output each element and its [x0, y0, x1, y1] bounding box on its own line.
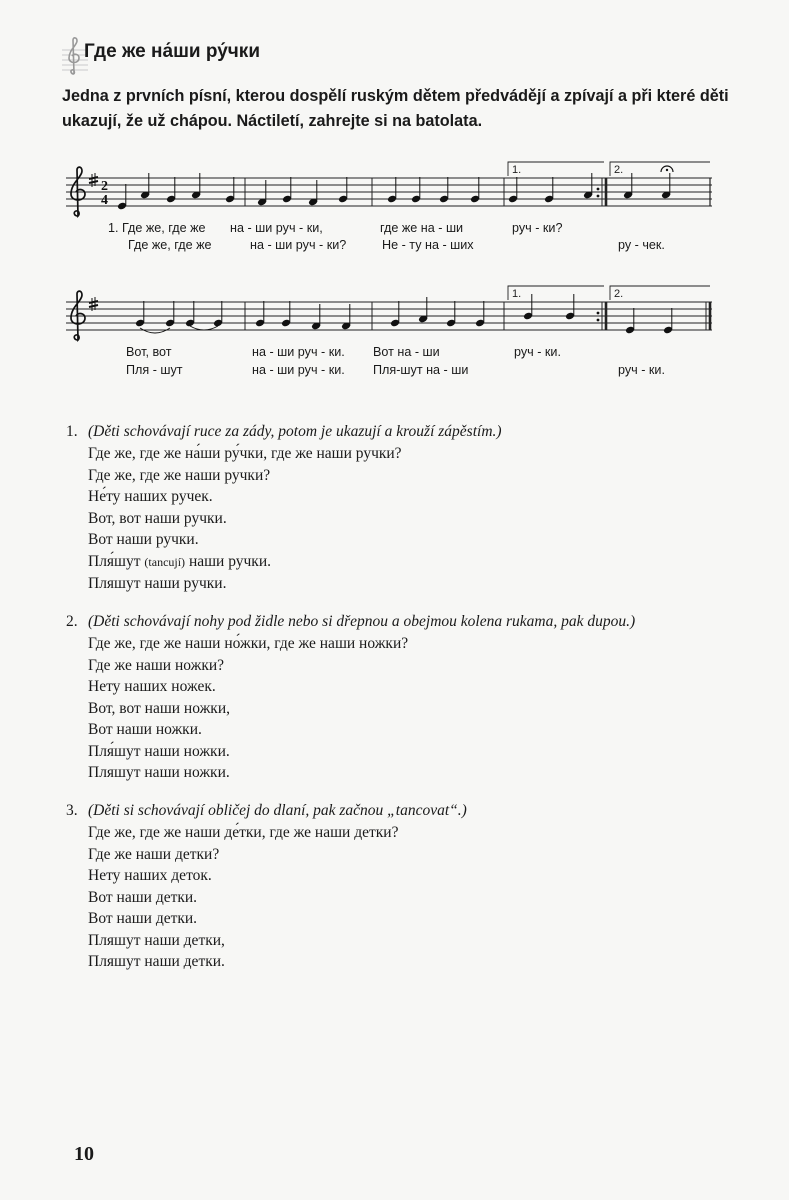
verse-line: Пля́шут (tancují) наши ручки. — [88, 552, 272, 570]
lyric-s2a-4: руч - ки. — [514, 345, 561, 359]
verse-1 — [66, 421, 502, 595]
lyric-s1a-4: руч - ки? — [512, 221, 563, 235]
verse-line: Вот, вот наши ручки. — [88, 509, 227, 527]
lyric-s1b-2: на - ши руч - ки? — [250, 238, 347, 252]
music-staff-1 — [0, 152, 789, 232]
lyric-s2a-3: Вот на - ши — [373, 345, 440, 359]
verse-line: Пляшут наши детки. — [88, 953, 225, 970]
verse-line: Вот наши ножки. — [88, 721, 202, 738]
lyric-s1b-3: Не - ту на - ших — [382, 238, 474, 252]
verse-line: Пляшут наши ручки. — [88, 575, 227, 592]
page-number: 10 — [74, 1143, 94, 1165]
music-staff-2 — [0, 276, 789, 356]
verse-line: Где же, где же наши де́тки, где же наши детки? — [88, 824, 399, 841]
verse-line: Где же наши ножки? — [88, 656, 225, 674]
verse-line: Пля́шут наши ножки. — [88, 742, 230, 760]
verse-line: Вот наши детки. — [88, 910, 198, 927]
verse-line: Не́ту наших ручек. — [88, 488, 213, 505]
lyric-s2b-4: руч - ки. — [618, 363, 665, 377]
verse-line: Вот наши ручки. — [88, 531, 199, 548]
lyric-s1a-2: на - ши руч - ки, — [230, 221, 323, 235]
verse-instruction: 1. (Děti schovávají ruce za zády, potom je ukazují a krouží zápěstím.) — [66, 423, 502, 440]
verse-2 — [66, 611, 635, 784]
lyric-s1b-4: ру - чек. — [618, 238, 665, 252]
verse-line: Нету наших деток. — [88, 867, 212, 884]
verse-line: Где же наши детки? — [88, 845, 220, 863]
volta-2-label: 2. — [614, 288, 624, 300]
lyric-s2a-2: на - ши руч - ки. — [252, 345, 345, 359]
volta-1-label: 1. — [512, 164, 522, 176]
lyric-s1b-1: Где же, где же — [128, 238, 212, 252]
verse-3 — [66, 800, 467, 973]
verse-line: Пляшут наши детки, — [88, 931, 225, 949]
intro-text: Jedna z prvních písní, kterou dospělí ruským dětem předvádějí a zpívají a při které děti ukazují, že už chápou. Náctiletí, zahrejte si na batolata. — [62, 87, 729, 130]
verse-instruction: 3. (Děti si schovávají obličej do dlaní, pak začnou „tancovat“.) — [66, 802, 467, 819]
lyric-s1a-1: 1. Где же, где же — [108, 221, 206, 235]
volta-1-label: 1. — [512, 288, 522, 300]
verse-line: Где же, где же наши но́жки, где же наши ножки? — [88, 635, 409, 652]
verse-line: Пляшут наши ножки. — [88, 764, 230, 781]
verse-line: Где же, где же на́ши ру́чки, где же наши ручки? — [88, 445, 402, 462]
page-title: Где же на́ши ру́чки — [84, 41, 261, 62]
verse-instruction: 2. (Děti schovávají nohy pod židle nebo si dřepnou a obejmou kolena rukama, pak dupou.) — [66, 613, 636, 630]
lyric-s2b-2: на - ши руч - ки. — [252, 363, 345, 377]
verse-line: Вот наши детки. — [88, 888, 198, 906]
translation-note: (tancují) — [144, 554, 186, 569]
time-signature-bottom: 4 — [101, 193, 108, 208]
verse-line: Где же, где же наши ручки? — [88, 466, 271, 484]
lyric-s1a-3: где же на - ши — [380, 221, 464, 235]
time-signature-top: 2 — [101, 179, 108, 194]
lyric-s2b-1: Пля - шут — [126, 363, 183, 377]
verse-line: Нету наших ножек. — [88, 678, 216, 695]
lyric-s2b-3: Пля-шут на - ши — [373, 363, 469, 377]
volta-2-label: 2. — [614, 164, 624, 176]
verse-line: Вот, вот наши ножки, — [88, 699, 230, 717]
lyric-s2a-1: Вот, вот — [126, 345, 172, 359]
